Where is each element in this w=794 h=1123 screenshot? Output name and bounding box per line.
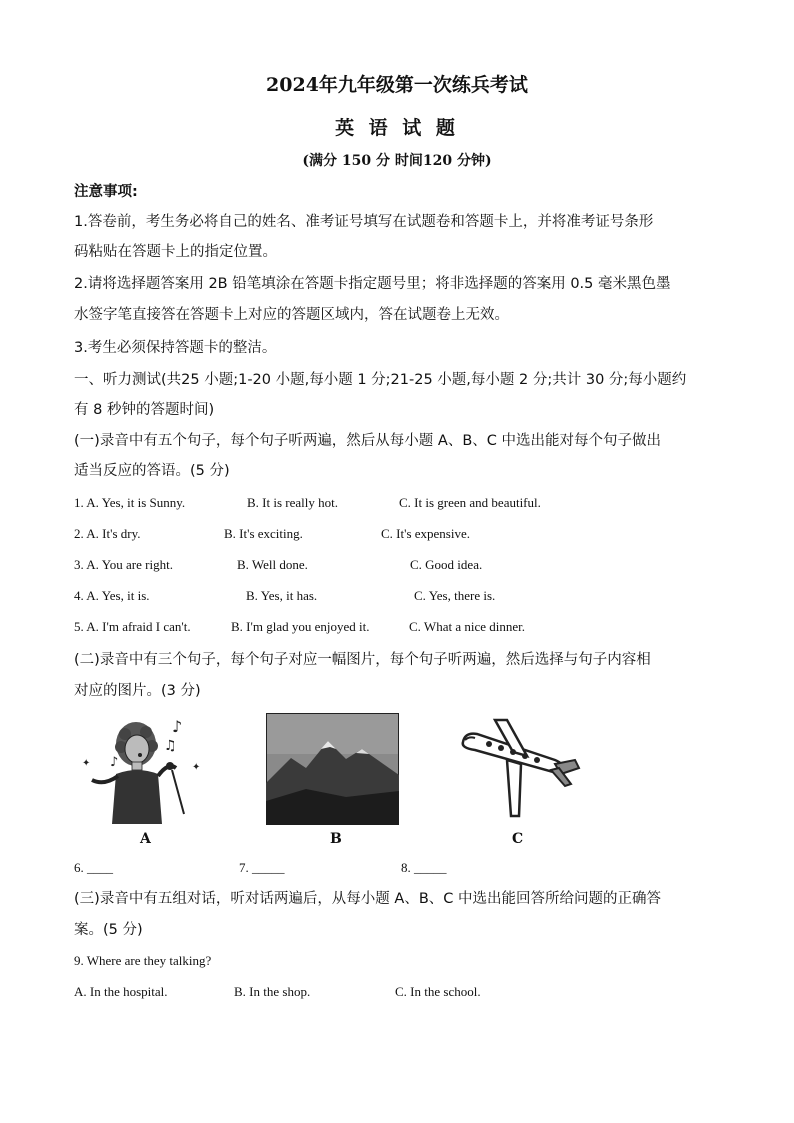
q1-option-b: B. It is really hot. [247,495,338,510]
notice-item-2a: 2.请将选择题答案用 2B 铅笔填涂在答题卡指定题号里；将非选择题的答案用 0.5 毫米黑色墨 [74,276,671,292]
svg-text:✦: ✦ [82,758,91,769]
svg-text:♪: ♪ [172,717,183,736]
svg-text:♫: ♫ [164,738,177,754]
q3-option-c: C. Good idea. [410,557,483,572]
airplane-image [455,712,585,827]
q5-option-a: 5. A. I'm afraid I can't. [74,619,191,634]
section1-heading-line1: 一、听力测试(共25 小题;1-20 小题,每小题 1 分;21-25 小题,每小题 2 分;共计 30 分;每小题约 [74,372,687,388]
part1-instruction-line1: (一)录音中有五个句子，每个句子听两遍，然后从每小题 A、B、C 中选出能对每个句子做出 [74,433,662,449]
notice-item-1b: 码粘贴在答题卡上的指定位置。 [74,244,277,260]
exam-meta: (满分 150 分 时间120 分钟) [302,153,492,169]
mountain-image [266,713,399,825]
answer-blank-8[interactable]: 8. _____ [401,860,447,875]
part3-instruction-line2: 案。(5 分) [74,922,143,938]
singer-icon [76,714,206,829]
airplane-icon [455,712,585,827]
q2-option-c: C. It's expensive. [381,526,470,541]
notice-item-2b: 水签字笔直接答在答题卡上对应的答题区域内，答在试题卷上无效。 [74,307,509,323]
q2-option-b: B. It's exciting. [224,526,303,541]
part3-instruction-line1: (三)录音中有五组对话，听对话两遍后，从每小题 A、B、C 中选出能回答所给问题的正确答 [74,891,662,907]
q3-option-a: 3. A. You are right. [74,557,173,572]
q9-question: 9. Where are they talking? [74,953,212,968]
section1-heading-line2: 有 8 秒钟的答题时间) [74,402,215,418]
answer-blank-7[interactable]: 7. _____ [239,860,285,875]
q2-option-a: 2. A. It's dry. [74,526,141,541]
q4-option-a: 4. A. Yes, it is. [74,588,150,603]
answer-blank-6[interactable]: 6. ____ [74,860,113,875]
q5-option-c: C. What a nice dinner. [409,619,526,634]
part2-instruction-line2: 对应的图片。(3 分) [74,683,201,699]
notice-item-1a: 1.答卷前，考生务必将自己的姓名、准考证号填写在试题卷和答题卡上，并将准考证号条形 [74,214,654,230]
exam-subject: 英 语 试 题 [335,117,459,139]
exam-title: 2024年九年级第一次练兵考试 [266,74,528,96]
image-label-b: B [330,831,342,847]
q4-option-b: B. Yes, it has. [246,588,318,603]
q4-option-c: C. Yes, there is. [414,588,496,603]
singer-image [76,714,206,829]
notice-item-3: 3.考生必须保持答题卡的整洁。 [74,340,277,356]
q5-option-b: B. I'm glad you enjoyed it. [231,619,370,634]
mountain-icon [266,713,399,825]
part2-instruction-line1: (二)录音中有三个句子，每个句子对应一幅图片，每个句子听两遍，然后选择与句子内容相 [74,652,651,668]
q3-option-b: B. Well done. [237,557,308,572]
q1-option-c: C. It is green and beautiful. [399,495,541,510]
svg-text:✦: ✦ [192,762,201,773]
notice-heading: 注意事项: [74,184,138,200]
q9-option-c: C. In the school. [395,984,481,999]
part1-instruction-line2: 适当反应的答语。(5 分) [74,463,230,479]
q1-option-a: 1. A. Yes, it is Sunny. [74,495,186,510]
image-label-c: C [512,831,524,847]
q9-option-a: A. In the hospital. [74,984,168,999]
image-label-a: A [140,831,151,847]
q9-option-b: B. In the shop. [234,984,311,999]
svg-text:♪: ♪ [110,755,119,770]
